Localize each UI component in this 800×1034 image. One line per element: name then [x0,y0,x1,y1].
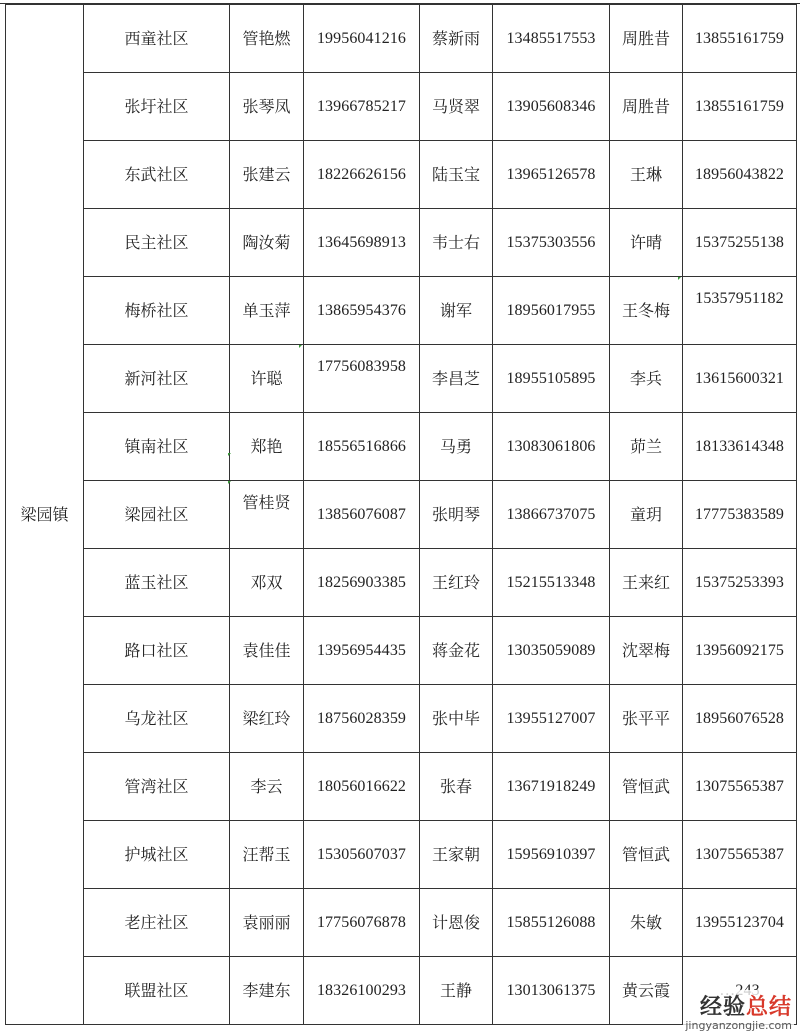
community-cell [84,481,230,549]
name-1-text: 张琴凤 [242,96,291,116]
phone-3-cell [683,413,797,481]
phone-2-text: 13671918249 [506,777,596,795]
phone-3-text: 13956092175 [694,641,785,659]
community-cell [84,345,230,413]
name-3-cell [610,345,683,413]
community-text: 管湾社区 [124,776,189,796]
phone-1-cell [304,821,420,889]
name-1-cell [230,617,304,685]
name-1-cell [230,413,304,481]
phone-2-text: 13965126578 [506,165,596,183]
name-1-cell [230,957,304,1025]
phone-1-cell [304,549,420,617]
cell-mark [228,481,231,484]
name-1-text: 陶汝菊 [242,232,291,252]
name-2-cell [420,481,493,549]
name-1-cell [230,549,304,617]
watermark-url: jingyanzongjie.com [685,1019,792,1032]
name-1-cell [230,345,304,413]
community-text: 新河社区 [124,368,189,388]
name-2-cell [420,753,493,821]
name-1-text: 张建云 [242,164,291,184]
name-3-cell [610,685,683,753]
name-3-cell [610,73,683,141]
phone-2-cell [493,685,610,753]
phone-1-text: 18326100293 [316,981,407,999]
community-cell [84,413,230,481]
name-3-cell [610,753,683,821]
name-2-cell [420,5,493,73]
watermark-brand: 经验总结 [699,995,792,1020]
community-text: 张圩社区 [124,96,189,116]
phone-1-text: 17756076878 [316,913,407,931]
name-2-text: 谢军 [439,300,472,320]
name-3-cell [610,5,683,73]
phone-2-text: 15956910397 [506,845,596,863]
name-1-cell [230,5,304,73]
phone-2-cell [493,5,610,73]
phone-3-text: 15375255138 [694,233,785,251]
name-3-text: 茆兰 [629,436,662,456]
phone-2-cell [493,889,610,957]
phone-2-cell [493,73,610,141]
phone-3-cell [683,549,797,617]
table-row [6,549,797,617]
name-1-text: 李云 [250,776,283,796]
community-cell [84,753,230,821]
community-cell [84,209,230,277]
community-text: 民主社区 [124,232,189,252]
phone-3-text: 15375253393 [694,573,785,591]
community-text: 东武社区 [124,164,189,184]
phone-3-cell [683,345,797,413]
cell-mark [299,345,302,348]
phone-3-cell [683,617,797,685]
phone-3-cell [683,73,797,141]
name-2-text: 王静 [439,980,472,1000]
table-row [6,209,797,277]
name-2-text: 张明琴 [431,504,480,524]
phone-3-cell [683,141,797,209]
name-1-cell [230,481,304,549]
phone-1-text: 18256903385 [316,573,407,591]
phone-2-text: 13866737075 [506,505,596,523]
phone-3-text: 18956076528 [694,709,785,727]
phone-2-text: 18955105895 [506,369,596,387]
phone-3-text: 13075565387 [694,777,785,795]
phone-3-cell [683,481,797,549]
name-3-text: 周胜昔 [621,96,670,116]
name-3-text: 管恒武 [621,844,670,864]
table-row [6,685,797,753]
name-3-text: 王琳 [629,164,662,184]
phone-2-cell [493,413,610,481]
name-3-cell [610,277,683,345]
name-3-cell [610,549,683,617]
community-text: 联盟社区 [124,980,189,1000]
name-1-cell [230,889,304,957]
name-2-cell [420,957,493,1025]
name-1-cell [230,753,304,821]
phone-3-text: 13075565387 [694,845,785,863]
watermark [683,990,794,1032]
phone-2-text: 13955127007 [506,709,596,727]
name-3-text: 管恒武 [621,776,670,796]
name-2-text: 蔡新雨 [431,28,480,48]
phone-3-cell [683,753,797,821]
community-text: 蓝玉社区 [124,572,189,592]
name-3-cell [610,821,683,889]
name-2-text: 马勇 [439,436,472,456]
phone-1-text: 13956954435 [316,641,407,659]
phone-2-cell [493,753,610,821]
name-2-text: 王家朝 [431,844,480,864]
cell-mark [678,277,681,280]
phone-1-cell [304,345,420,413]
name-2-text: 韦士右 [431,232,480,252]
phone-1-cell [304,209,420,277]
name-2-cell [420,889,493,957]
phone-3-text: 18956043822 [694,165,785,183]
table-row [6,5,797,73]
name-1-cell [230,277,304,345]
name-2-cell [420,277,493,345]
name-1-text: 管桂贤 [242,492,291,512]
phone-2-text: 18956017955 [506,301,596,319]
phone-2-cell [493,209,610,277]
phone-3-cell [683,5,797,73]
name-1-text: 管艳燃 [242,28,291,48]
name-3-cell [610,889,683,957]
community-cell [84,277,230,345]
name-1-cell [230,685,304,753]
name-1-text: 许聪 [250,368,283,388]
phone-3-text: 18133614348 [694,437,785,455]
name-3-text: 黄云霞 [621,980,670,1000]
name-3-cell [610,957,683,1025]
phone-1-cell [304,73,420,141]
community-cell [84,685,230,753]
name-3-text: 王来红 [621,572,670,592]
phone-3-cell [683,821,797,889]
name-2-cell [420,685,493,753]
phone-3-text: 17775383589 [694,505,785,523]
table-row [6,889,797,957]
name-1-text: 汪帮玉 [242,844,291,864]
name-3-cell [610,141,683,209]
phone-1-cell [304,957,420,1025]
name-1-text: 郑艳 [250,436,283,456]
table-body [6,5,797,1025]
name-2-cell [420,413,493,481]
town-cell: 梁园镇 [6,5,84,1025]
phone-3-text: 13855161759 [694,29,785,47]
name-1-cell [230,209,304,277]
phone-1-text: 18556516866 [316,437,407,455]
phone-2-text: 13035059089 [506,641,596,659]
phone-1-cell [304,141,420,209]
table-row [6,617,797,685]
table-row [6,957,797,1025]
phone-3-text: 15357951182 [695,289,784,307]
name-2-cell [420,617,493,685]
phone-3-cell [683,685,797,753]
phone-1-text: 17756083958 [316,357,407,375]
name-2-text: 王红玲 [431,572,480,592]
phone-1-cell [304,617,420,685]
phone-2-cell [493,345,610,413]
name-1-cell [230,141,304,209]
name-1-cell [230,821,304,889]
table-row [6,413,797,481]
name-3-text: 李兵 [629,368,662,388]
community-cell [84,957,230,1025]
phone-2-cell [493,277,610,345]
phone-2-text: 15215513348 [506,573,596,591]
community-cell [84,889,230,957]
community-text: 镇南社区 [124,436,189,456]
name-3-text: 周胜昔 [621,28,670,48]
community-cell [84,821,230,889]
name-3-cell [610,209,683,277]
community-text: 乌龙社区 [124,708,189,728]
phone-2-cell [493,617,610,685]
phone-2-text: 15375303556 [506,233,596,251]
table-row [6,821,797,889]
name-2-text: 张中毕 [431,708,480,728]
community-text: 梅桥社区 [124,300,189,320]
contact-table [5,4,797,1025]
phone-2-cell [493,957,610,1025]
name-2-cell [420,141,493,209]
phone-3-cell [683,277,797,345]
name-2-cell [420,549,493,617]
phone-2-text: 15855126088 [506,913,596,931]
phone-2-text: 13905608346 [506,97,596,115]
name-2-text: 张春 [439,776,472,796]
phone-2-text: 13013061375 [506,981,596,999]
community-text: 梁园社区 [124,504,189,524]
community-text: 老庄社区 [124,912,189,932]
name-2-text: 陆玉宝 [431,164,480,184]
community-cell [84,73,230,141]
name-1-text: 袁佳佳 [242,640,291,660]
name-1-text: 邓双 [250,572,283,592]
phone-2-text: 13485517553 [506,29,596,47]
phone-3-text: 13615600321 [694,369,785,387]
phone-1-text: 13856076087 [316,505,407,523]
name-2-cell [420,345,493,413]
community-text: 护城社区 [124,844,189,864]
name-3-text: 沈翠梅 [621,640,670,660]
phone-2-cell [493,481,610,549]
phone-1-text: 19956041216 [316,29,407,47]
phone-1-cell [304,685,420,753]
name-2-text: 蒋金花 [431,640,480,660]
name-2-text: 马贤翠 [431,96,480,116]
table-row [6,345,797,413]
table-row [6,73,797,141]
phone-3-text: 13955123704 [694,913,785,931]
name-3-text: 许晴 [629,232,662,252]
name-3-cell [610,617,683,685]
table-row [6,753,797,821]
name-3-text: 童玥 [629,504,662,524]
phone-1-text: 13865954376 [316,301,407,319]
phone-2-cell [493,821,610,889]
name-2-cell [420,821,493,889]
phone-1-cell [304,889,420,957]
phone-3-cell [683,209,797,277]
name-1-text: 李建东 [242,980,291,1000]
phone-1-text: 18056016622 [316,777,407,795]
phone-1-text: 13966785217 [316,97,407,115]
name-2-text: 李昌芝 [431,368,480,388]
community-cell [84,141,230,209]
name-3-text: 朱敏 [629,912,662,932]
name-1-text: 梁红玲 [242,708,291,728]
name-3-cell [610,413,683,481]
phone-1-text: 18756028359 [316,709,407,727]
name-2-cell [420,73,493,141]
name-3-text: 张平平 [621,708,670,728]
phone-1-cell [304,413,420,481]
phone-2-cell [493,549,610,617]
phone-2-text: 13083061806 [506,437,596,455]
name-2-text: 计恩俊 [431,912,480,932]
cell-mark [228,453,231,456]
phone-3-cell [683,889,797,957]
community-cell [84,549,230,617]
table-row [6,141,797,209]
table-row [6,481,797,549]
phone-1-cell [304,481,420,549]
phone-1-text: 18226626156 [316,165,407,183]
community-cell [84,617,230,685]
name-1-cell [230,73,304,141]
phone-1-cell [304,5,420,73]
community-cell [84,5,230,73]
phone-3-text: 13855161759 [694,97,785,115]
phone-1-cell [304,753,420,821]
table-row [6,277,797,345]
name-1-text: 袁丽丽 [242,912,291,932]
phone-1-text: 13645698913 [316,233,407,251]
phone-1-text: 15305607037 [316,845,407,863]
name-3-text: 王冬梅 [621,300,670,320]
name-1-text: 单玉萍 [242,300,291,320]
phone-2-cell [493,141,610,209]
community-text: 西童社区 [124,28,189,48]
phone-1-cell [304,277,420,345]
name-3-cell [610,481,683,549]
community-text: 路口社区 [124,640,189,660]
name-2-cell [420,209,493,277]
